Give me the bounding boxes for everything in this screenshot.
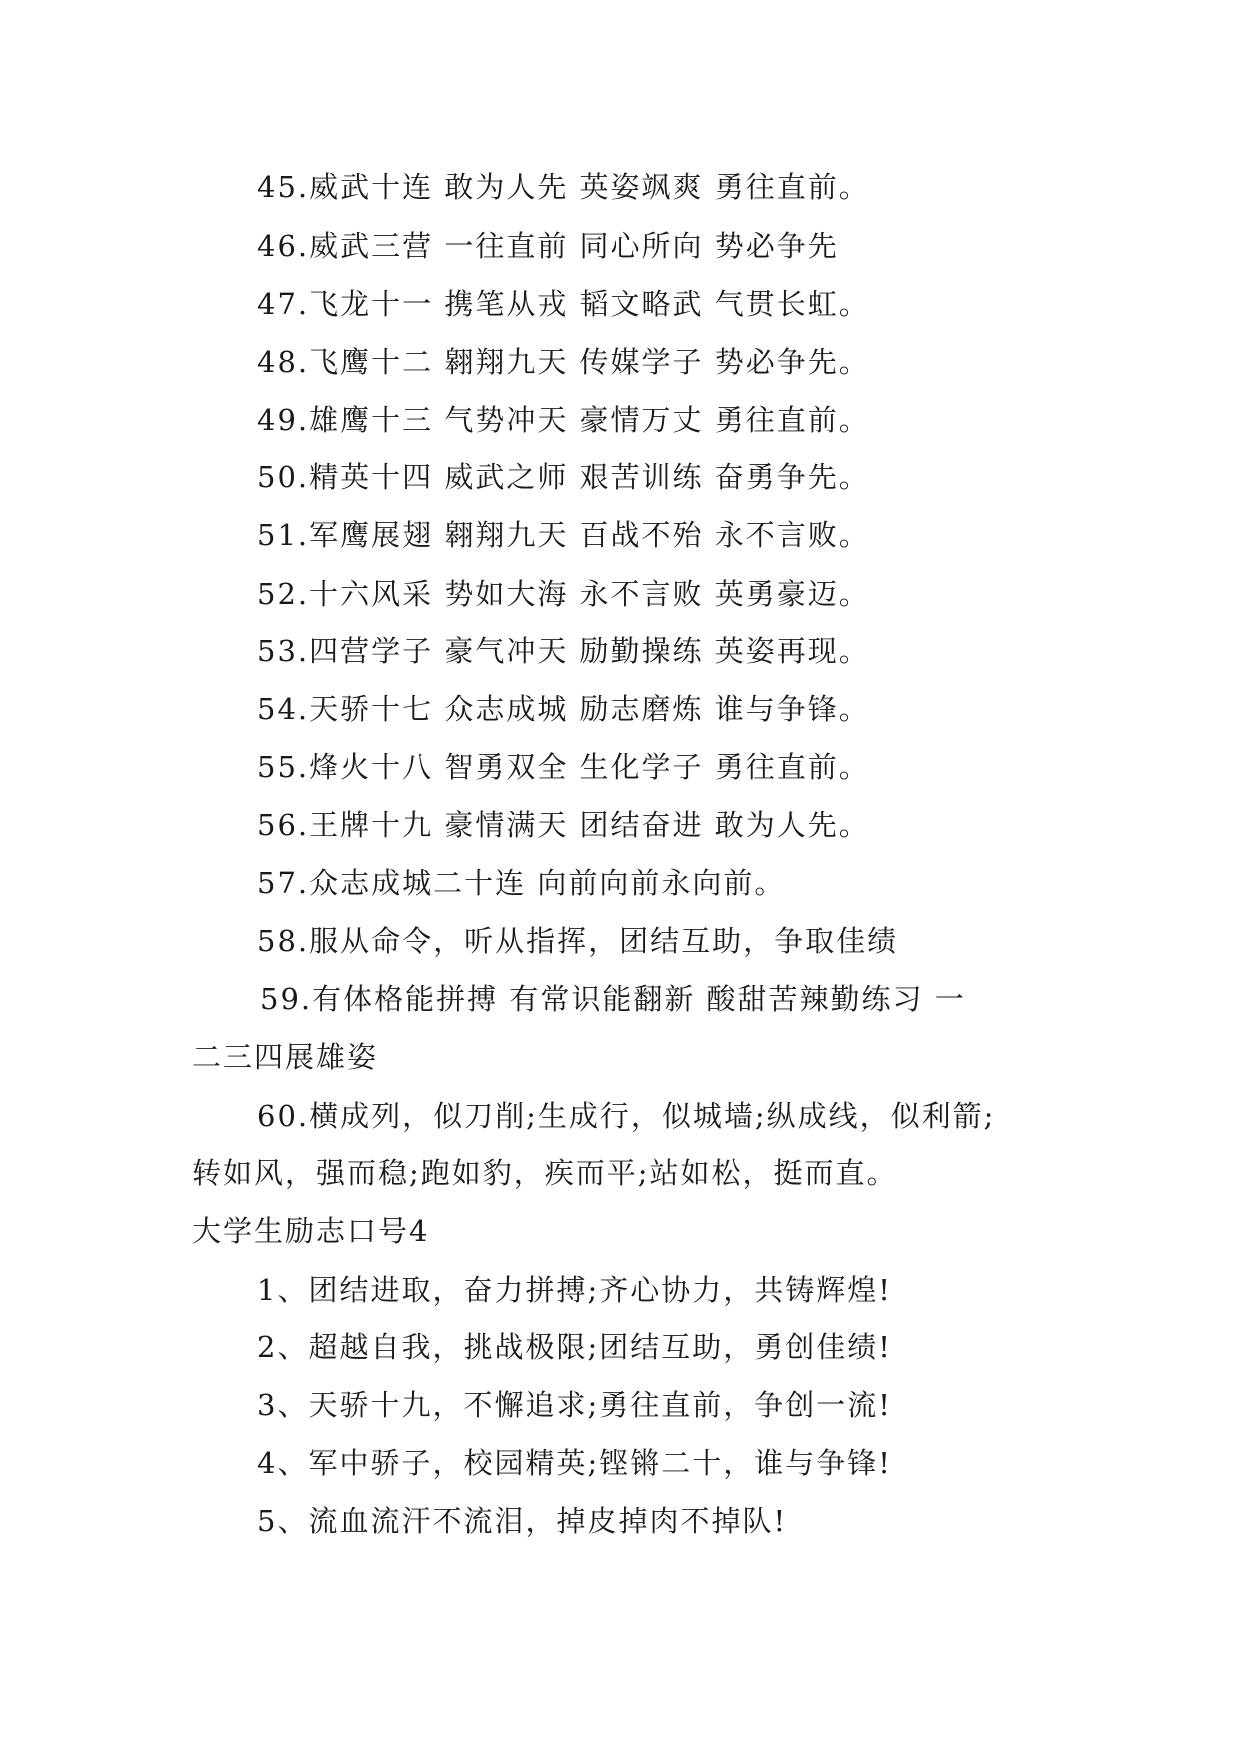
slogan-line-59-part1: 59.有体格能拼搏 有常识能翻新 酸甜苦辣勤练习 一	[260, 982, 966, 1016]
slogan-line-57: 57.众志成城二十连 向前向前永向前。	[257, 866, 786, 900]
slogan-line-47: 47.飞龙十一 携笔从戎 韬文略武 气贯长虹。	[257, 287, 870, 321]
slogan-line-60-part2: 转如风，强而稳;跑如豹，疾而平;站如松，挺而直。	[192, 1156, 898, 1190]
section-heading: 大学生励志口号4	[192, 1214, 430, 1248]
slogan-line-59-part2: 二三四展雄姿	[192, 1040, 379, 1074]
slogan-line-51: 51.军鹰展翅 翱翔九天 百战不殆 永不言败。	[257, 518, 870, 552]
slogan-line-56: 56.王牌十九 豪情满天 团结奋进 敢为人先。	[257, 808, 870, 842]
slogan-line-54: 54.天骄十七 众志成城 励志磨炼 谁与争锋。	[257, 692, 870, 726]
slogan-line-48: 48.飞鹰十二 翱翔九天 传媒学子 势必争先。	[257, 345, 870, 379]
slogan-line-53: 53.四营学子 豪气冲天 励勤操练 英姿再现。	[257, 634, 870, 668]
slogan-line-60-part1: 60.横成列，似刀削;生成行，似城墙;纵成线，似利箭;	[257, 1099, 996, 1133]
slogan-line-52: 52.十六风采 势如大海 永不言败 英勇豪迈。	[257, 577, 870, 611]
section-item-2: 2、超越自我，挑战极限;团结互助，勇创佳绩!	[257, 1330, 892, 1364]
slogan-line-45: 45.威武十连 敢为人先 英姿飒爽 勇往直前。	[257, 170, 870, 204]
section-item-5: 5、流血流汗不流泪，掉皮掉肉不掉队!	[257, 1504, 788, 1538]
slogan-line-49: 49.雄鹰十三 气势冲天 豪情万丈 勇往直前。	[257, 403, 870, 437]
slogan-line-46: 46.威武三营 一往直前 同心所向 势必争先	[257, 229, 839, 263]
slogan-line-55: 55.烽火十八 智勇双全 生化学子 勇往直前。	[257, 750, 870, 784]
slogan-line-58: 58.服从命令，听从指挥，团结互助，争取佳绩	[257, 924, 899, 958]
section-item-1: 1、团结进取，奋力拼搏;齐心协力，共铸辉煌!	[257, 1273, 892, 1307]
section-item-3: 3、天骄十九，不懈追求;勇往直前，争创一流!	[257, 1388, 892, 1422]
slogan-line-50: 50.精英十四 威武之师 艰苦训练 奋勇争先。	[257, 460, 870, 494]
section-item-4: 4、军中骄子，校园精英;铿锵二十，谁与争锋!	[257, 1446, 892, 1480]
